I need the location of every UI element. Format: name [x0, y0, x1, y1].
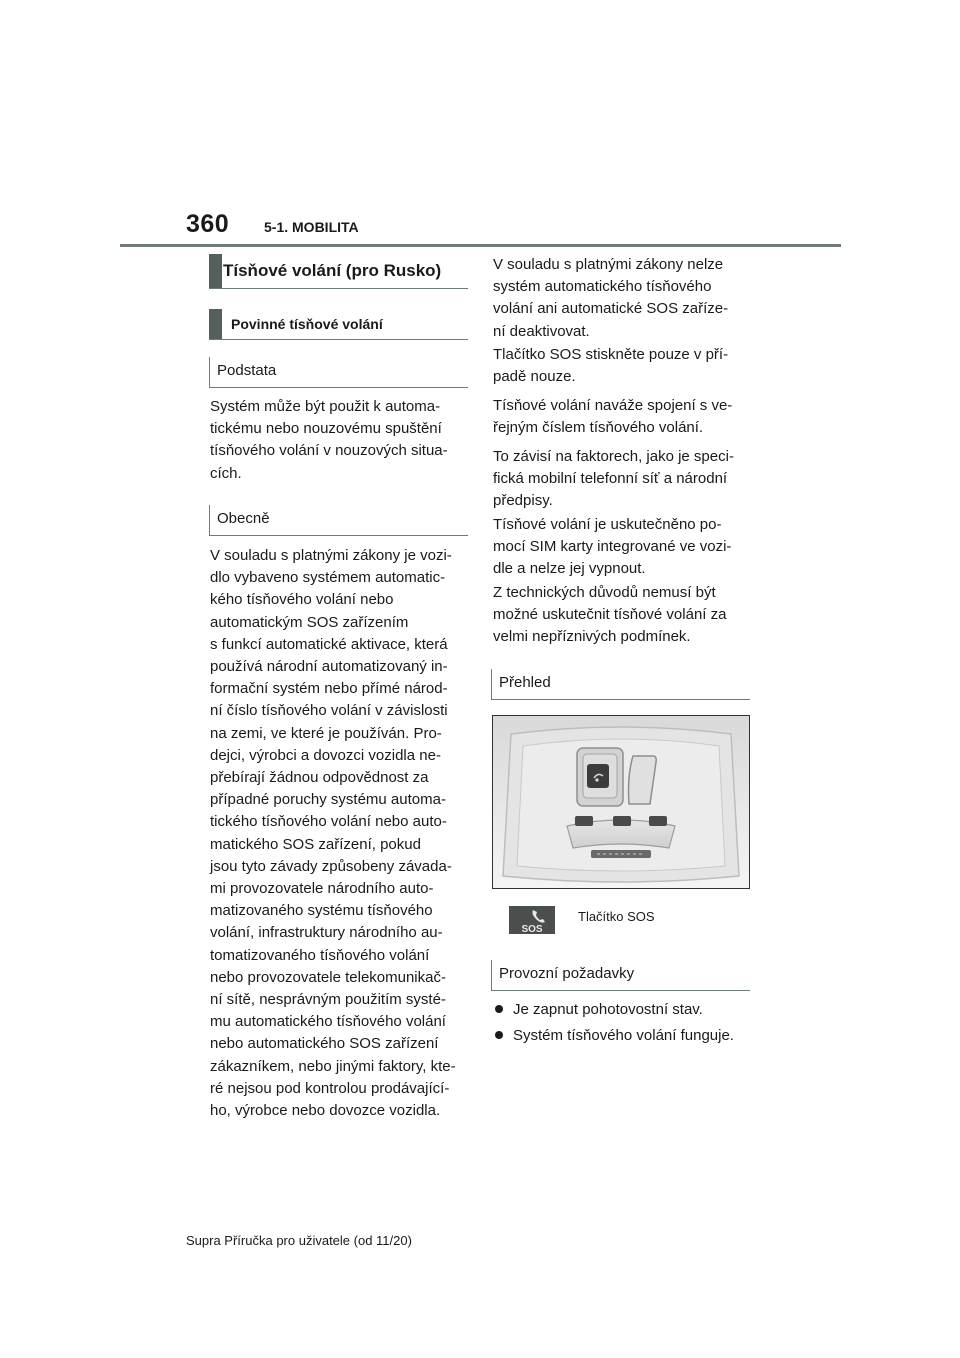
topic-heading-obecne: [209, 505, 468, 536]
paragraph-obecne: V souladu s platnými zákony je vozi- dlo vybaveno systémem automatic- kého tísňového volání nebo automatickým SOS zařízením s funkcí automatické aktivace, která používá národní automatizovaný in- formační systém nebo přímé národ- ní číslo tísňového volání v závislosti na zemi, ve které je používán. Pro- dejci, výrobci a dovozci vozidla ne- přebírají žádnou odpovědnost za případné poruchy systému automa- tického tísňového volání nebo auto- matického SOS zařízení, pokud jsou tyto závady způsobeny závada- mi provozovatele národního auto- matizovaného systému tísňového volání, infrastruktury národního au- tomatizovaného tísňového volání nebo provozovatele telekomunikač- ní sítě, nesprávným použitím systé- mu automatického tísňového volání nebo automatického SOS zařízení zákazníkem, nebo jinými faktory, kte- ré nejsou pod kontrolou prodávající- ho, výrobce nebo dovozce vozidla.: [210, 547, 456, 1120]
bullet-icon: [495, 1031, 503, 1039]
phone-sos-icon: [509, 906, 555, 934]
overhead-console-illustration: [492, 715, 750, 889]
subheading-bar: [209, 309, 222, 339]
sos-button-icon: [509, 906, 555, 934]
requirement-item: [493, 999, 703, 1021]
page-number: 360: [186, 210, 230, 238]
subheading-text: Povinné tísňové volání: [231, 316, 383, 332]
sos-caption: Tlačítko SOS: [578, 909, 655, 924]
section-heading: [209, 254, 468, 289]
subheading: [209, 309, 468, 340]
topic-heading-prehled: [491, 669, 750, 700]
topic-heading-text: Přehled: [499, 674, 551, 691]
heading-bar: [209, 254, 222, 288]
topic-heading-podstata: [209, 357, 468, 388]
section-heading-text: Tísňové volání (pro Rusko): [223, 261, 442, 280]
header-rule: [120, 244, 841, 247]
paragraph-connection: Tísňové volání naváže spojení s ve- řejným číslem tísňového volání.: [493, 397, 733, 437]
paragraph-factors: To závisí na faktorech, jako je speci- fická mobilní telefonní síť a národní předpisy.: [493, 448, 734, 510]
requirement-text: Je zapnut pohotovostní stav.: [513, 1001, 703, 1018]
bullet-icon: [495, 1005, 503, 1013]
paragraph-sim: Tísňové volání je uskutečněno po- mocí SIM karty integrované ve vozi- dle a nelze jej vypnout.: [493, 516, 732, 578]
section-title: 5-1. MOBILITA: [264, 219, 359, 235]
topic-heading-text: Podstata: [217, 362, 277, 379]
topic-heading-text: Provozní požadavky: [499, 965, 635, 982]
topic-heading-text: Obecně: [217, 510, 270, 527]
console-drawing: [493, 716, 749, 888]
sos-icon-label: SOS: [521, 924, 543, 934]
footer-text: Supra Příručka pro uživatele (od 11/20): [186, 1233, 412, 1248]
paragraph-deactivation: V souladu s platnými zákony nelze systém automatického tísňového volání ani automatické SOS zaříze- ní deaktivovat.: [493, 256, 729, 340]
requirement-text: Systém tísňového volání funguje.: [513, 1027, 734, 1044]
paragraph-podstata: Systém může být použit k automa- tickému nebo nouzovému spuštění tísňového volání v nouzových situa- cích.: [210, 398, 448, 482]
paragraph-technical: Z technických důvodů nemusí být možné uskutečnit tísňové volání za velmi nepříznivých podmínek.: [493, 584, 727, 646]
paragraph-sos-usage: Tlačítko SOS stiskněte pouze v pří- padě nouze.: [493, 346, 729, 386]
topic-heading-pozadavky: [491, 960, 750, 991]
requirement-item: [493, 1025, 734, 1047]
